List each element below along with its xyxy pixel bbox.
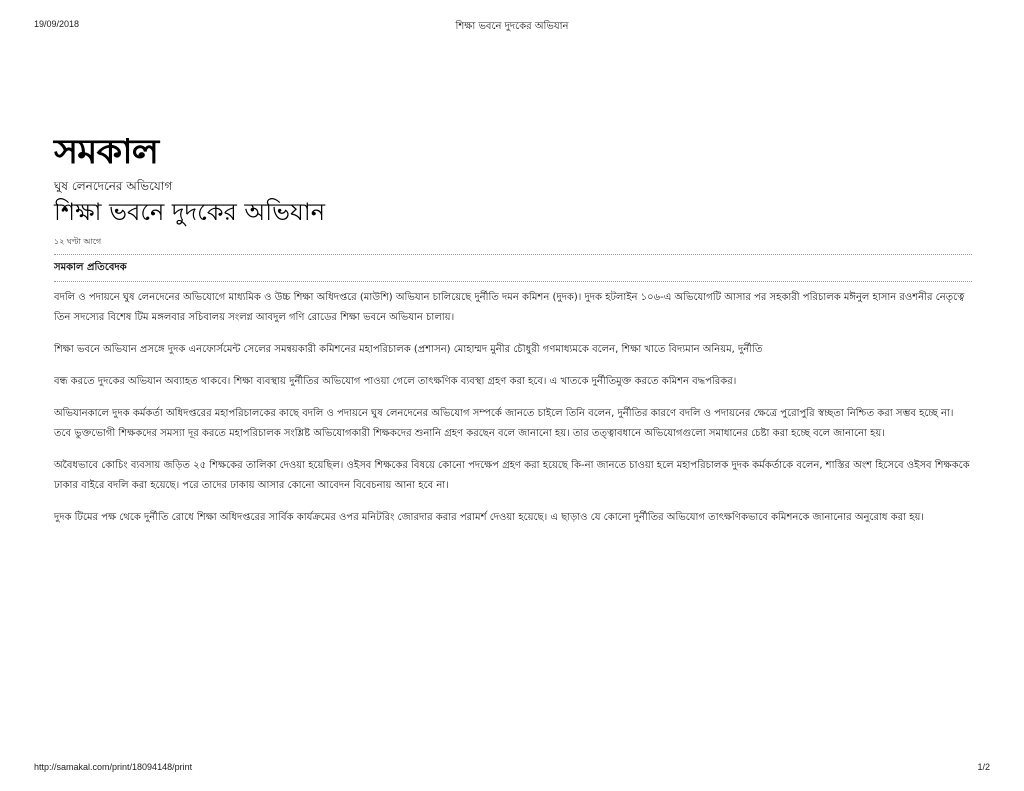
- article-kicker: ঘুষ লেনদেনের অভিযোগ: [54, 179, 173, 193]
- article-time: ১২ ঘণ্টা আগে: [54, 237, 102, 246]
- article: [54, 130, 972, 540]
- article-paragraph: অবৈধভাবে কোচিং ব্যবসায় জড়িত ২৫ শিক্ষকের তালিকা দেওয়া হয়েছিল। ওইসব শিক্ষকের বিষয়ে কোনো পদক্ষেপ গ্রহণ করা হয়েছে কি-না জানতে চাওয়া হলে মহাপরিচালক দুদক কর্মকর্তাকে বলেন, শাস্তির অংশ হিসেবে ওইসব শিক্ষককে ঢাকার বাইরে বদলি করা হয়েছে। পরে তাদের ঢাকায় আসার কোনো আবেদন বিবেচনায় আনা হবে না।: [54, 460, 970, 491]
- print-page-title: শিক্ষা ভবনে দুদকের অভিযান: [455, 21, 569, 32]
- print-url: http://samakal.com/print/18094148/print: [34, 762, 193, 772]
- article-paragraph: বদলি ও পদায়নে ঘুষ লেনদেনের অভিযোগে মাধ্যমিক ও উচ্চ শিক্ষা অধিদপ্তরে (মাউশি) অভিযান চালিয়েছে দুর্নীতি দমন কমিশন (দুদক)। দুদক হটলাইন ১০৬-এ অভিযোগটি আসার পর সহকারী পরিচালক মঈনুল হাসান রওশনীর নেতৃত্বে তিন সদস্যের বিশেষ টিম মঙ্গলবার সচিবালয় সংলগ্ন আবদুল গণি রোডের শিক্ষা ভবনে অভিযান চালায়।: [54, 292, 965, 323]
- divider-bottom: [54, 281, 972, 282]
- samakal-logo: সমকাল: [54, 132, 159, 172]
- article-headline: শিক্ষা ভবনে দুদকের অভিযান: [54, 198, 326, 226]
- article-paragraph: বন্ধ করতে দুদকের অভিযান অব্যাহত থাকবে। শিক্ষা ব্যবস্থায় দুর্নীতির অভিযোগ পাওয়া গেলে তাৎক্ষণিক ব্যবস্থা গ্রহণ করা হবে। এ খাতকে দুর্নীতিমুক্ত করতে কমিশন বদ্ধপরিকর।: [54, 376, 737, 387]
- page-number: 1/2: [977, 762, 990, 772]
- article-paragraph: দুদক টিমের পক্ষ থেকে দুর্নীতি রোধে শিক্ষা অধিদপ্তরের সার্বিক কার্যক্রমের ওপর মনিটরিং জোরদার করার পরামর্শ দেওয়া হয়েছে। এ ছাড়াও যে কোনো দুর্নীতির অভিযোগ তাৎক্ষণিকভাবে কমিশনকে জানানোর অনুরোধ করা হয়।: [54, 512, 924, 523]
- article-paragraph: অভিযানকালে দুদক কর্মকর্তা অধিদপ্তরের মহাপরিচালকের কাছে বদলি ও পদায়নে ঘুষ লেনদেনের অভিযোগ সম্পর্কে জানতে চাইলে তিনি বলেন, দুর্নীতির কারণে বদলি ও পদায়নের ক্ষেত্রে পুরোপুরি স্বচ্ছতা নিশ্চিত করা সম্ভব হচ্ছে না। তবে ভুক্তভোগী শিক্ষকদের সমস্যা দূর করতে মহাপরিচালক সংশ্লিষ্ট অভিযোগকারী শিক্ষকদের শুনানি গ্রহণ করছেন বলে জানানো হয়। তার তত্ত্বাবধানে অভিযোগগুলো সমাধানের চেষ্টা করা হচ্ছে বলে জানানো হয়।: [54, 408, 954, 439]
- article-body: [54, 288, 972, 528]
- article-paragraph: শিক্ষা ভবনে অভিযান প্রসঙ্গে দুদক এনফোর্সমেন্ট সেলের সমন্বয়কারী কমিশনের মহাপরিচালক (প্রশাসন) মোহাম্মদ মুনীর চৌধুরী গণমাধ্যমকে বলেন, শিক্ষা খাতে বিদ্যমান অনিয়ম, দুর্নীতি: [54, 344, 763, 355]
- article-author: সমকাল প্রতিবেদক: [54, 262, 127, 273]
- divider-top: [54, 254, 972, 255]
- print-date: 19/09/2018: [34, 19, 80, 29]
